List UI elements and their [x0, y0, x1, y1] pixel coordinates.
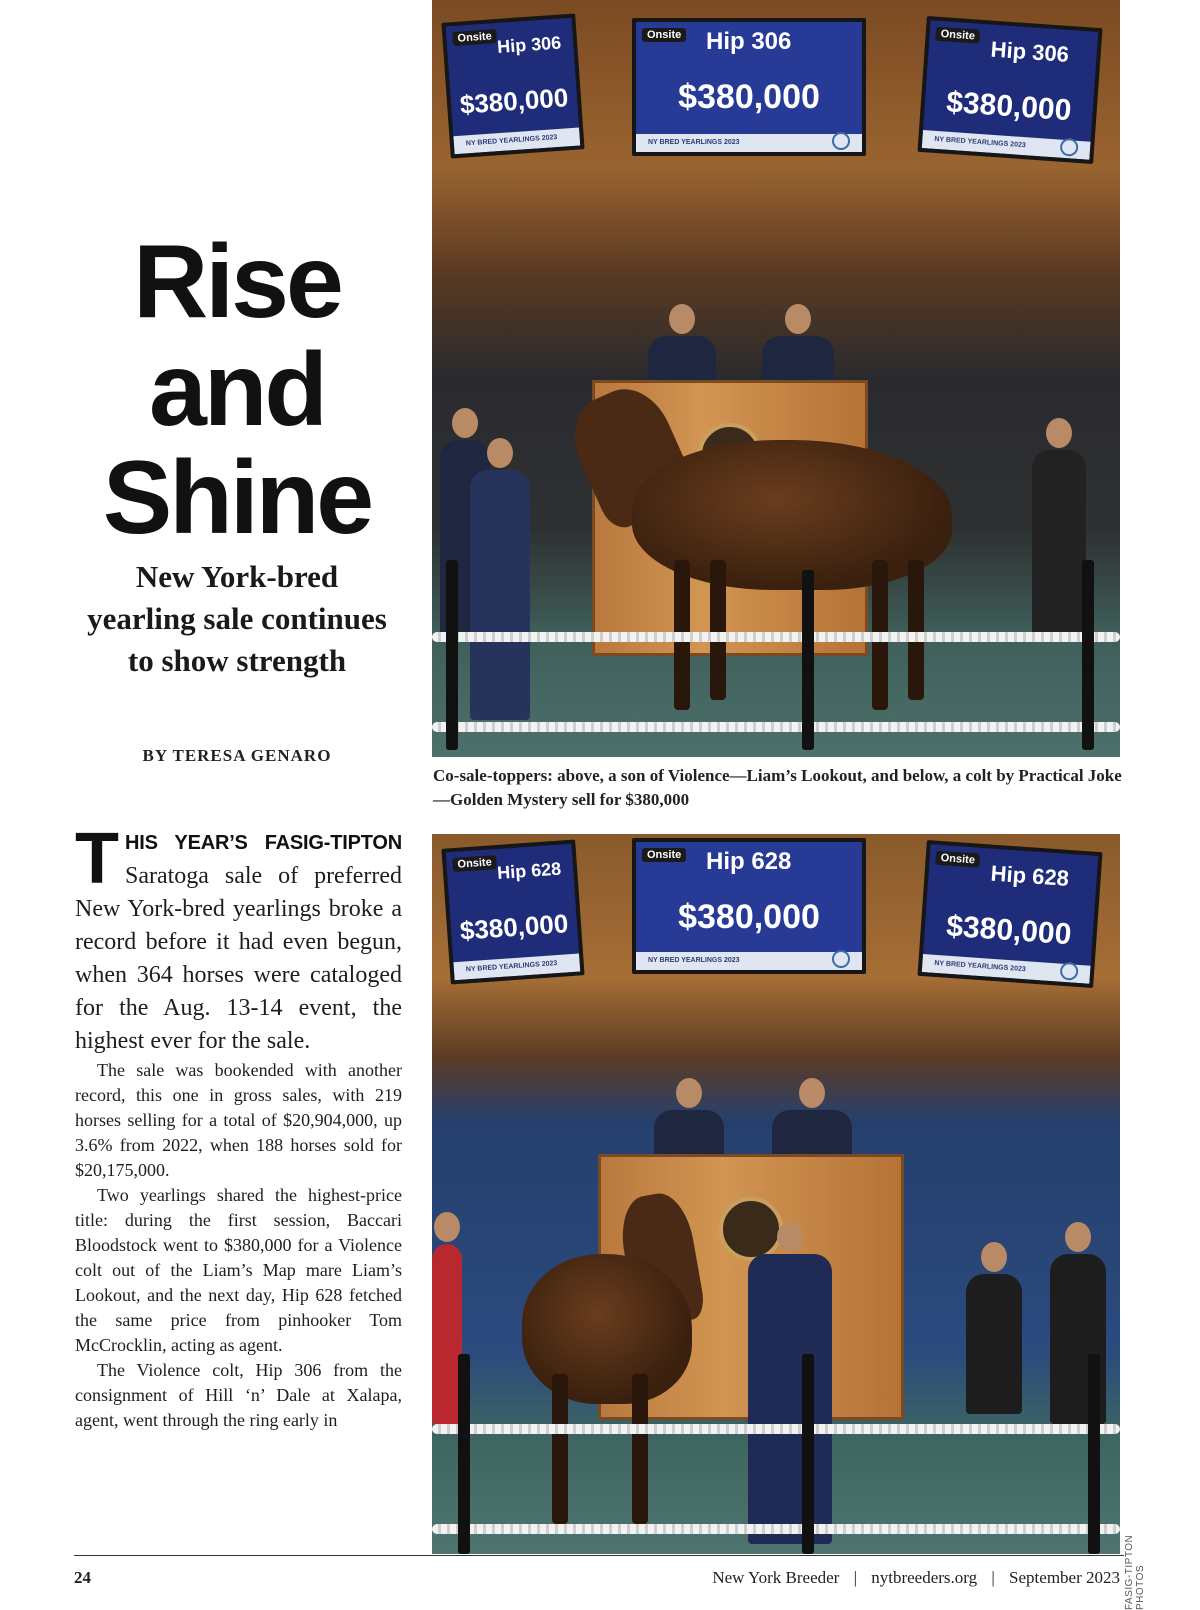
screen-strip: NY BRED YEARLINGS 2023 — [636, 134, 862, 152]
page-number: 24 — [74, 1568, 91, 1587]
footer-separator: | — [853, 1568, 857, 1587]
auctioneer-right — [772, 1110, 852, 1158]
publication-website: nytbreeders.org — [871, 1568, 978, 1587]
byline: BY TERESA GENARO — [142, 746, 332, 765]
hip-number: Hip 628 — [706, 848, 792, 875]
sale-price: $380,000 — [678, 78, 820, 116]
hip-number: Hip 306 — [989, 36, 1070, 67]
screen-strip: NY BRED YEARLINGS 2023 — [922, 130, 1091, 160]
footer-info — [712, 1568, 1120, 1588]
fasig-tipton-logo-icon — [832, 132, 850, 150]
footer-rule — [74, 1555, 1124, 1556]
ring-post — [446, 560, 458, 750]
headline-line-1: Rise — [133, 224, 341, 340]
article-body — [75, 819, 402, 1433]
auctioneer-left — [648, 336, 716, 386]
sale-price: $380,000 — [678, 898, 820, 936]
headline-line-2: and — [149, 332, 325, 448]
hip-number: Hip 628 — [496, 858, 562, 883]
sale-price: $380,000 — [458, 908, 570, 946]
screen-left — [441, 13, 584, 158]
auctioneer-right — [762, 336, 834, 386]
screen-strip: NY BRED YEARLINGS 2023 — [453, 127, 580, 154]
screen-right — [917, 840, 1102, 988]
onsite-badge: Onsite — [452, 855, 497, 872]
ring-post — [802, 1354, 814, 1554]
onsite-badge: Onsite — [935, 851, 980, 868]
screen-strip: NY BRED YEARLINGS 2023 — [636, 952, 862, 970]
auctioneer-left — [654, 1110, 724, 1158]
spectator — [966, 1274, 1022, 1414]
ring-post — [802, 570, 814, 750]
horse-leg — [710, 560, 726, 700]
handler — [748, 1254, 832, 1544]
photo-credit: FASIG-TIPTON PHOTOS — [1124, 1534, 1146, 1610]
ring-rope — [432, 632, 1120, 642]
drop-cap: T — [75, 819, 119, 899]
screen-strip: NY BRED YEARLINGS 2023 — [922, 954, 1091, 984]
handler — [470, 470, 530, 720]
photo-top — [432, 0, 1120, 757]
onsite-badge: Onsite — [642, 28, 686, 42]
footer-separator: | — [991, 1568, 995, 1587]
horse-leg — [632, 1374, 648, 1524]
sale-price: $380,000 — [945, 85, 1073, 128]
screen-strip: NY BRED YEARLINGS 2023 — [453, 953, 580, 980]
hip-number: Hip 628 — [989, 860, 1070, 891]
lead-paragraph — [75, 819, 402, 1058]
ring-post — [1088, 1354, 1100, 1554]
screen-left — [441, 839, 584, 984]
deck: New York-bred yearling sale continues to show strength — [87, 559, 387, 678]
headline — [62, 224, 412, 556]
publication-name: New York Breeder — [712, 1568, 840, 1587]
onsite-badge: Onsite — [935, 27, 980, 44]
screen-right — [917, 16, 1102, 164]
photo-bottom — [432, 834, 1120, 1554]
onsite-badge: Onsite — [452, 29, 497, 46]
hip-number: Hip 306 — [706, 28, 792, 55]
issue-date: September 2023 — [1009, 1568, 1120, 1587]
sale-price: $380,000 — [945, 909, 1073, 952]
hip-number: Hip 306 — [496, 32, 562, 57]
ring-rope — [432, 1524, 1120, 1534]
body-paragraph-1: The sale was bookended with another record, this one in gross sales, with 219 horses selling for a total of $20,904,000, up 3.6% from 2022, when 188 horses sold for $20,175,000. — [75, 1060, 402, 1180]
spotter-right — [1032, 450, 1086, 640]
horse-leg — [552, 1374, 568, 1524]
ring-rope — [432, 722, 1120, 732]
ring-post — [458, 1354, 470, 1554]
horse — [522, 1254, 692, 1404]
photo-caption: Co-sale-toppers: above, a son of Violence—Liam’s Lookout, and below, a colt by Practical Joke—Golden Mystery sell for $380,000 — [433, 766, 1122, 809]
headline-line-3: Shine — [102, 440, 372, 556]
ring-post — [1082, 560, 1094, 750]
body-paragraph-2: Two yearlings shared the highest-price title: during the first session, Baccari Bloodstock went to $380,000 for a Violence colt out of the Liam’s Map mare Liam’s Lookout, and the next day, Hip 628 fetched the same price from pinhooker Tom McCrocklin, acting as agent. — [75, 1185, 402, 1355]
podium-medallion-icon — [719, 1197, 783, 1261]
screen-center — [632, 838, 866, 974]
body-paragraph-3: The Violence colt, Hip 306 from the consignment of Hill ‘n’ Dale at Xalapa, agent, went through the ring early in — [75, 1360, 402, 1430]
sale-price: $380,000 — [458, 82, 570, 120]
horse-leg — [908, 560, 924, 700]
screen-center — [632, 18, 866, 156]
onsite-badge: Onsite — [642, 848, 686, 862]
ring-rope — [432, 1424, 1120, 1434]
lead-caps: HIS YEAR’S FASIG-TIPTON — [124, 832, 402, 854]
fasig-tipton-logo-icon — [832, 950, 850, 968]
lead-text: Saratoga sale of preferred New York-bred yearlings broke a record before it had even begun, when 364 horses were cataloged for the Aug. 13-14 event, the highest ever for the sale. — [75, 863, 402, 1054]
